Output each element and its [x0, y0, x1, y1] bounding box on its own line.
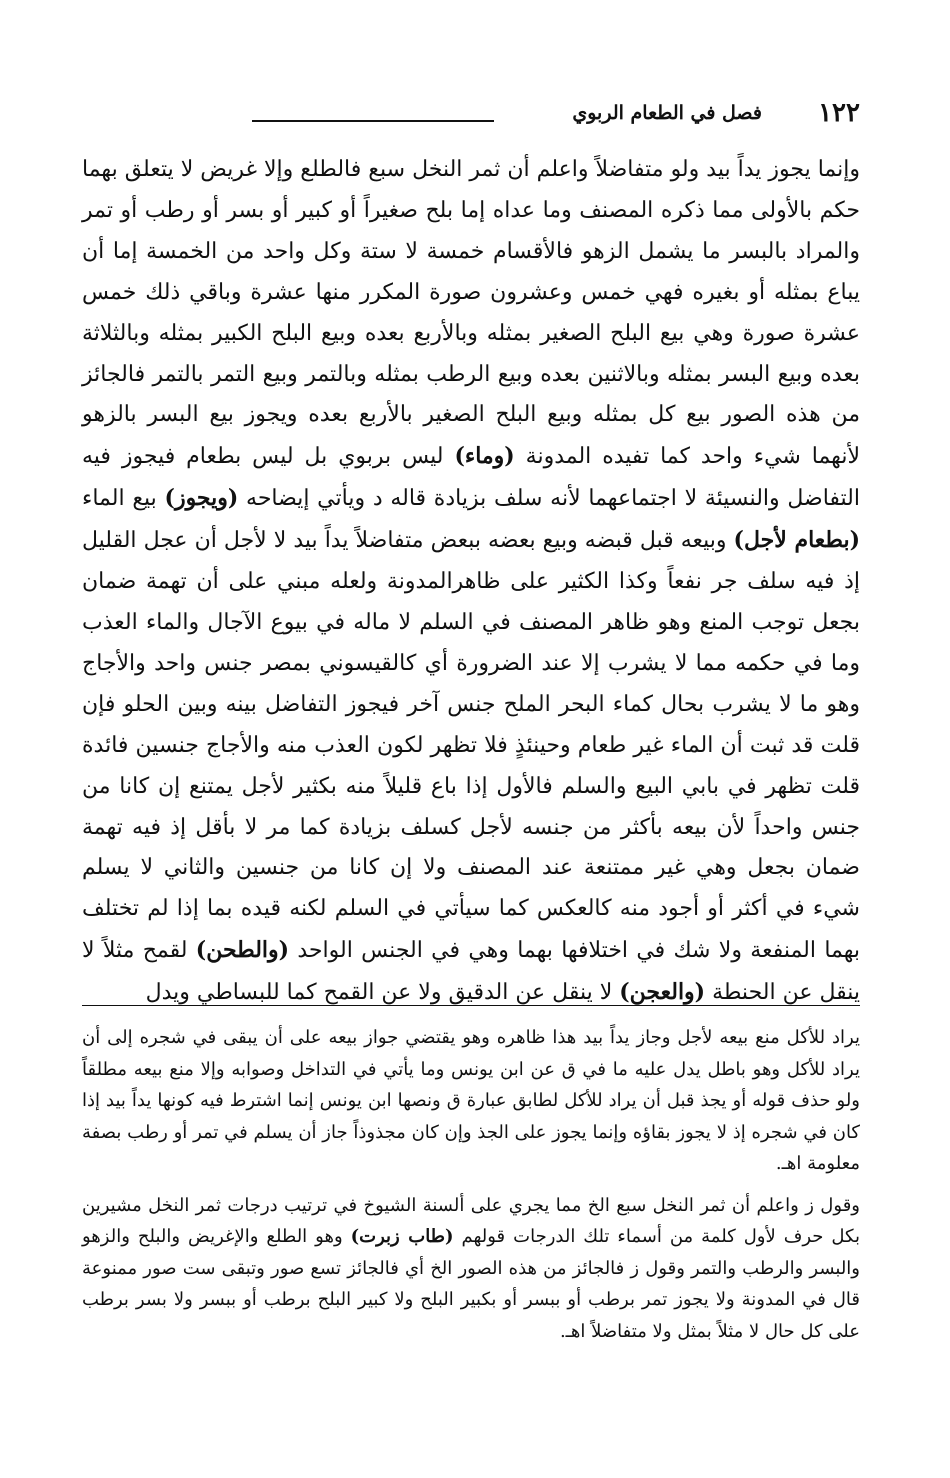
text-run: وهو الطلع والإغريض والبلح والزهو والبسر والرطب والتمر وقول ز فالجائز من هذه الصور الخ أي فالجائز تسع صور وتبقى ست صور ممنوعة قال في المدونة ولا يجوز تمر برطب أو ببسر أو بكبير البلح ولا كبير البلح برطب أو ببسر ولا بسر برطب على كل حال لا مثلاً بمثل ولا متفاضلاً اهـ.: [82, 1226, 861, 1342]
main-paragraph: [82, 150, 860, 1014]
page-header: [82, 96, 860, 130]
text-run: وإنما يجوز يداً بيد ولو متفاضلاً واعلم أن ثمر النخل سبع فالطلع وإلا غريض لا يتعلق بهما حكم بالأولى مما ذكره المصنف وما عداه إما بلح صغيراً أو كبير أو بسر أو رطب أو تمر والمراد بالبسر ما يشمل الزهو فالأقسام خمسة لا ستة وكل واحد من الخمسة إما أن يباع بمثله أو بغيره فهي خمس وعشرون صورة المكرر منها عشرة وباقي ذلك خمس عشرة صورة وهي بيع البلح الصغير بمثله وبالأربع بعده وبيع البلح الكبير بمثله وبالثلاثة بعده وبيع البسر بمثله وبالاثنين بعده وبيع الرطب بمثله وبالتمر وبيع التمر بالتمر فالجائز من هذه الصور بيع كل بمثله وبيع البلح الصغير بالأربع بعده ويجوز بيع البسر بالزهو لأنهما شيء واحد كما تفيده المدونة: [82, 157, 860, 470]
page-number: ١٢٢: [818, 98, 860, 128]
text-run: ليس بربوي بل ليس بطعام فيجوز فيه التفاضل والنسيئة لا اجتماعهما لأنه سلف بزيادة قاله د ويأتي إيضاحه: [82, 444, 860, 512]
text-run: وقول ز واعلم أن ثمر النخل سبع الخ مما يجري على ألسنة الشيوخ في ترتيب درجات ثمر النخل مشيرين بكل حرف لأول كلمة من أسماء تلك الدرجات قولهم: [82, 1194, 860, 1247]
text-run: وبيعه قبل قبضه وبيع بعضه ببعض متفاضلاً يداً بيد لا لأجل أن عجل القليل إذ فيه سلف جر نفعاً وكذا الكثير على ظاهرالمدونة ولعله مبني على أن تهمة ضمان بجعل توجب المنع وهو ظاهر المصنف في السلم لا ماله في بيوع الآجال والماء العذب وما في حكمه مما لا يشرب إلا عند الضرورة أي كالقيسوني بمصر جنس واحد والأجاج وهو ما لا يشرب بحال كماء البحر الملح جنس آخر فيجوز التفاضل بينه وبين الحلو فإن قلت قد ثبت أن الماء غير طعام وحينئذٍ فلا تظهر لكون العذب منه والأجاج جنسين فائدة قلت تظهر في بابي البيع والسلم فالأول إذا باع قليلاً منه بكثير لأجل يمتنع إن كانا من جنس واحداً لأن بيعه بأكثر من جنسه لأجل كسلف بزيادة كما مر لا بأقل إذ فيه تهمة ضمان بجعل وهي غير ممتنعة عند المصنف ولا إن كانا من جنسين والثاني لا يسلم شيء في أكثر أو أجود منه كالعكس كما سيأتي في السلم لكنه قيده بما إذا لم تختلف بهما المنفعة ولا شك في اختلافها بهما وهي في الجنس الواحد: [82, 528, 861, 964]
mnemonic-term: (طاب زبرت): [350, 1226, 454, 1247]
footnote-paragraph: يراد للأكل منع بيعه لأجل وجاز يداً بيد هذا ظاهره وهو يقتضي جواز بيعه على أن يبقى في شجره إلى أن يراد للأكل وهو باطل يدل عليه ما في ق عن ابن يونس وما يأتي في التداخل وصوابه وإلا منع بيعه مطلقاً ولو حذف قوله أو يجذ قبل أن يراد للأكل لطابق عبارة ق ونصها ابن يونس إنما اشترط فيه كونها يداً بيد إذا كان في شجره إذ لا يجوز بقاؤه وإنما يجوز على الجذ وإن كان مجذوذاً جاز أن يسلم في تمر أو رطب بصفة معلومة اهـ.: [82, 1027, 861, 1174]
footnotes: [82, 1022, 860, 1347]
running-title: فصل في الطعام الربوي: [572, 102, 762, 124]
footnote-separator: [82, 1005, 860, 1006]
text-run: بيع الماء: [82, 486, 165, 512]
text-run: لقمح مثلاً لا ينقل عن الحنطة: [82, 938, 860, 1006]
matn-term-water: (وماء): [454, 443, 515, 470]
matn-term-grinding: (والطحن): [195, 937, 290, 964]
matn-term-permitted: (ويجوز): [164, 485, 239, 512]
header-rule: [252, 120, 494, 122]
text-run: لا ينقل عن الدقيق ولا عن القمح كما للبساطي ويدل: [145, 980, 620, 1006]
matn-term-food-deferred: (بطعام لأجل): [733, 527, 860, 554]
matn-term-kneading: (والعجن): [619, 979, 706, 1006]
main-text: [82, 150, 860, 1014]
footnote-paragraph: [82, 1190, 860, 1348]
